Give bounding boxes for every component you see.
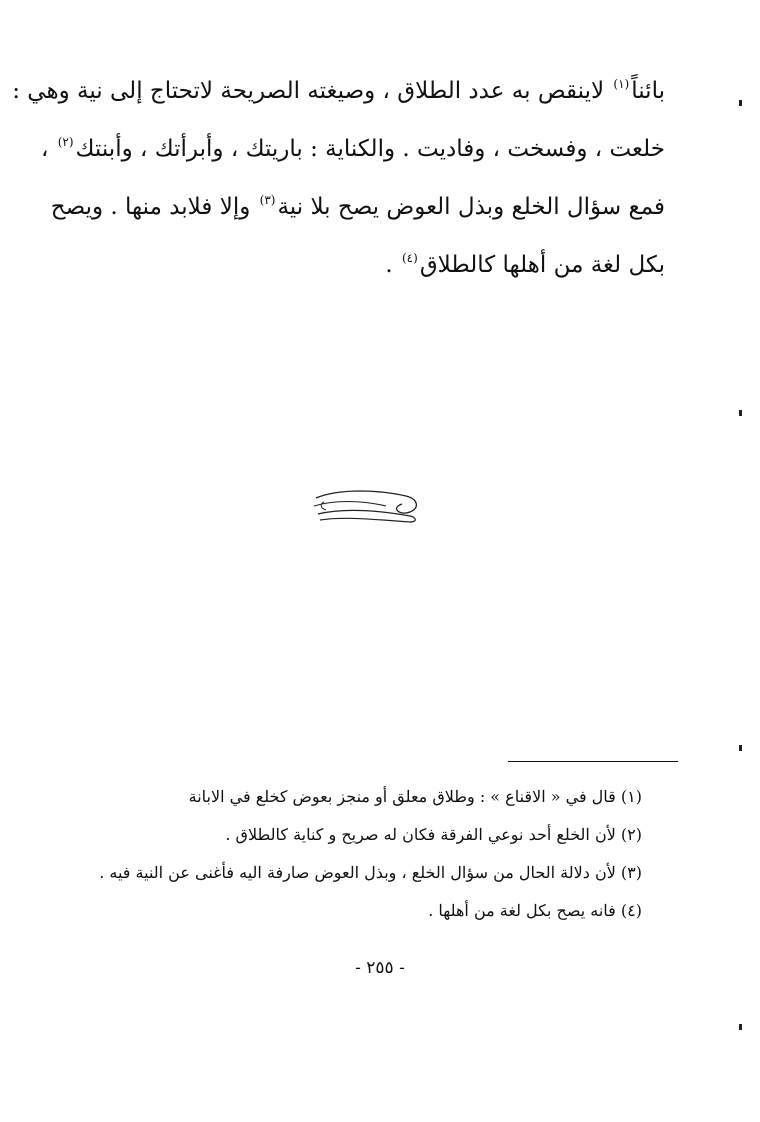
calligraphic-flourish-icon [310, 486, 422, 526]
margin-mark [739, 745, 742, 751]
footnote-ref-4[interactable]: (٤) [401, 251, 418, 265]
margin-mark [739, 100, 742, 106]
body-text-segment: . [385, 252, 393, 278]
body-line-3 [50, 178, 665, 236]
body-text-segment: ، [40, 136, 49, 162]
footnote-ref-1[interactable]: (١) [613, 77, 630, 91]
footnote-ref-2[interactable]: (٢) [57, 135, 74, 149]
footnote-ref-3[interactable]: (٣) [259, 193, 276, 207]
body-text-segment: خلعت ، وفسخت ، وفاديت . والكناية : باريتك ، وأبرأتك ، وأبنتك [75, 136, 665, 162]
body-text-segment: وإلا فلابد منها . ويصح [50, 194, 251, 220]
body-line-4 [92, 236, 665, 294]
body-line-1 [12, 62, 665, 120]
footnotes [99, 778, 642, 930]
footnote-4: (٤) فانه يصح بكل لغة من أهلها . [428, 901, 642, 920]
margin-mark [739, 1024, 742, 1030]
main-text [12, 62, 665, 294]
body-text-segment: بكل لغة من أهلها كالطلاق [419, 252, 665, 278]
page-number: - ٢٥٥ - [355, 958, 405, 978]
footnote-1: (١) قال في « الاقناع » : وطلاق معلق أو منجز بعوض كخلع في الابانة [188, 787, 642, 806]
footnote-3: (٣) لأن دلالة الحال من سؤال الخلع ، وبذل العوض صارفة اليه فأغنى عن النية فيه . [99, 863, 642, 882]
body-text-segment: فمع سؤال الخلع وبذل العوض يصح بلا نية [277, 194, 665, 220]
footnote-2: (٢) لأن الخلع أحد نوعي الفرقة فكان له صريح و كناية كالطلاق . [225, 825, 642, 844]
footnote-divider [508, 761, 678, 762]
body-line-2 [40, 120, 665, 178]
body-text-segment: بائناً [631, 78, 665, 104]
body-text-segment: لاينقص به عدد الطلاق ، وصيغته الصريحة لاتحتاج إلى نية وهي : [12, 78, 605, 104]
margin-mark [739, 410, 742, 416]
